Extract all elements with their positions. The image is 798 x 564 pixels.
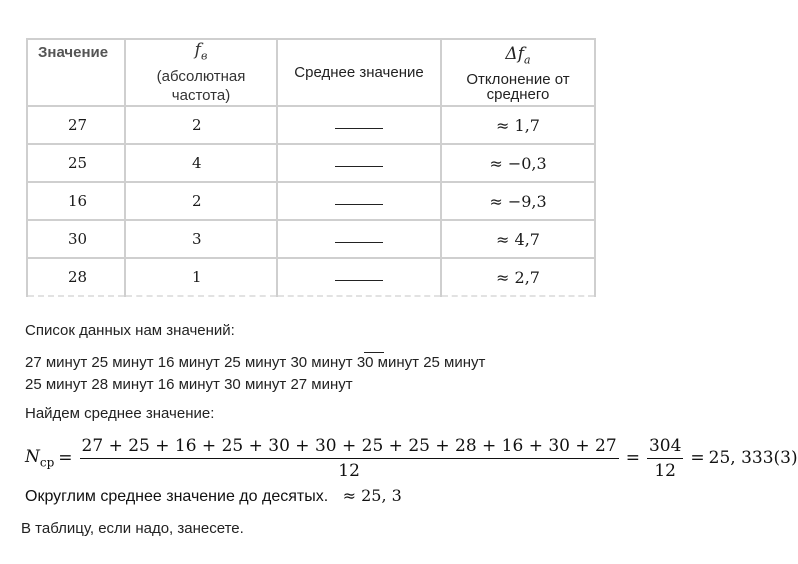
cell-value: 30 bbox=[27, 220, 125, 258]
deviation-symbol: $\Delta f_a$ bbox=[505, 44, 531, 67]
mean-formula: $N_{ср}$ = $\frac{27 + 25 + 16 + 25 + 30 + 30 + 25 + 25 + 28 + 16 + 30 + 27}{12}$ = $\frac{304}{12}$ = 25, 333(3) bbox=[25, 435, 798, 481]
cell-mean-blank bbox=[277, 258, 441, 296]
cell-mean-blank bbox=[277, 182, 441, 220]
cell-value: 28 bbox=[27, 258, 125, 296]
frequency-table bbox=[26, 38, 596, 297]
table-row bbox=[27, 258, 595, 296]
blank-line bbox=[335, 234, 383, 243]
cell-frequency: 1 bbox=[125, 258, 277, 296]
cell-deviation: ≈ −9,3 bbox=[441, 182, 595, 220]
cell-deviation: ≈ 1,7 bbox=[441, 106, 595, 144]
find-mean-label: Найдем среднее значение: bbox=[25, 405, 215, 422]
formula-lhs: $N_{ср}$ bbox=[25, 446, 55, 470]
formula-fraction-total bbox=[647, 436, 683, 481]
data-list-line-1: 27 минут 25 минут 16 минут 25 минут 30 минут 30 минут 25 минут bbox=[25, 354, 486, 371]
header-mean: Среднее значение bbox=[277, 39, 441, 106]
frequency-table-container bbox=[26, 38, 594, 302]
cell-frequency: 4 bbox=[125, 144, 277, 182]
list-title: Список данных нам значений: bbox=[25, 322, 235, 339]
table-header-row bbox=[27, 39, 595, 106]
frequency-caption: (абсолютная частота) bbox=[156, 67, 246, 104]
table-row bbox=[27, 106, 595, 144]
blank-line bbox=[335, 272, 383, 281]
footer-note: В таблицу, если надо, занесете. bbox=[21, 520, 244, 537]
rounded-value: ≈ 25, 3 bbox=[342, 486, 402, 505]
cell-value: 27 bbox=[27, 106, 125, 144]
cell-value: 25 bbox=[27, 144, 125, 182]
formula-numerator-total: 304 bbox=[647, 436, 683, 459]
table-row bbox=[27, 182, 595, 220]
cell-deviation: ≈ −0,3 bbox=[441, 144, 595, 182]
cell-deviation: ≈ 4,7 bbox=[441, 220, 595, 258]
blank-line bbox=[335, 120, 383, 129]
blank-line bbox=[335, 196, 383, 205]
rounding-line bbox=[25, 486, 402, 506]
header-deviation bbox=[441, 39, 595, 106]
formula-denominator-total: 12 bbox=[654, 460, 676, 481]
header-frequency bbox=[125, 39, 277, 106]
cell-value: 16 bbox=[27, 182, 125, 220]
data-list-line-2: 25 минут 28 минут 16 минут 30 минут 27 минут bbox=[25, 376, 353, 393]
cell-mean-blank bbox=[277, 144, 441, 182]
formula-result: 25, 333(3) bbox=[708, 448, 798, 468]
formula-denominator: 12 bbox=[338, 460, 360, 481]
header-value: Значение bbox=[27, 39, 125, 106]
deviation-caption: Отклонение от среднего bbox=[466, 70, 570, 103]
cell-frequency: 3 bbox=[125, 220, 277, 258]
formula-numerator: 27 + 25 + 16 + 25 + 30 + 30 + 25 + 25 + 28 + 16 + 30 + 27 bbox=[80, 436, 619, 459]
table-row bbox=[27, 144, 595, 182]
rounding-text: Округлим среднее значение до десятых. bbox=[25, 488, 329, 505]
frequency-symbol: $f_в$ bbox=[194, 40, 208, 63]
cell-frequency: 2 bbox=[125, 106, 277, 144]
formula-fraction-sum bbox=[80, 436, 619, 481]
table-row bbox=[27, 220, 595, 258]
cell-mean-blank bbox=[277, 220, 441, 258]
cell-mean-blank bbox=[277, 106, 441, 144]
cell-frequency: 2 bbox=[125, 182, 277, 220]
blank-line bbox=[335, 158, 383, 167]
overline-mark bbox=[364, 352, 384, 353]
cell-deviation: ≈ 2,7 bbox=[441, 258, 595, 296]
